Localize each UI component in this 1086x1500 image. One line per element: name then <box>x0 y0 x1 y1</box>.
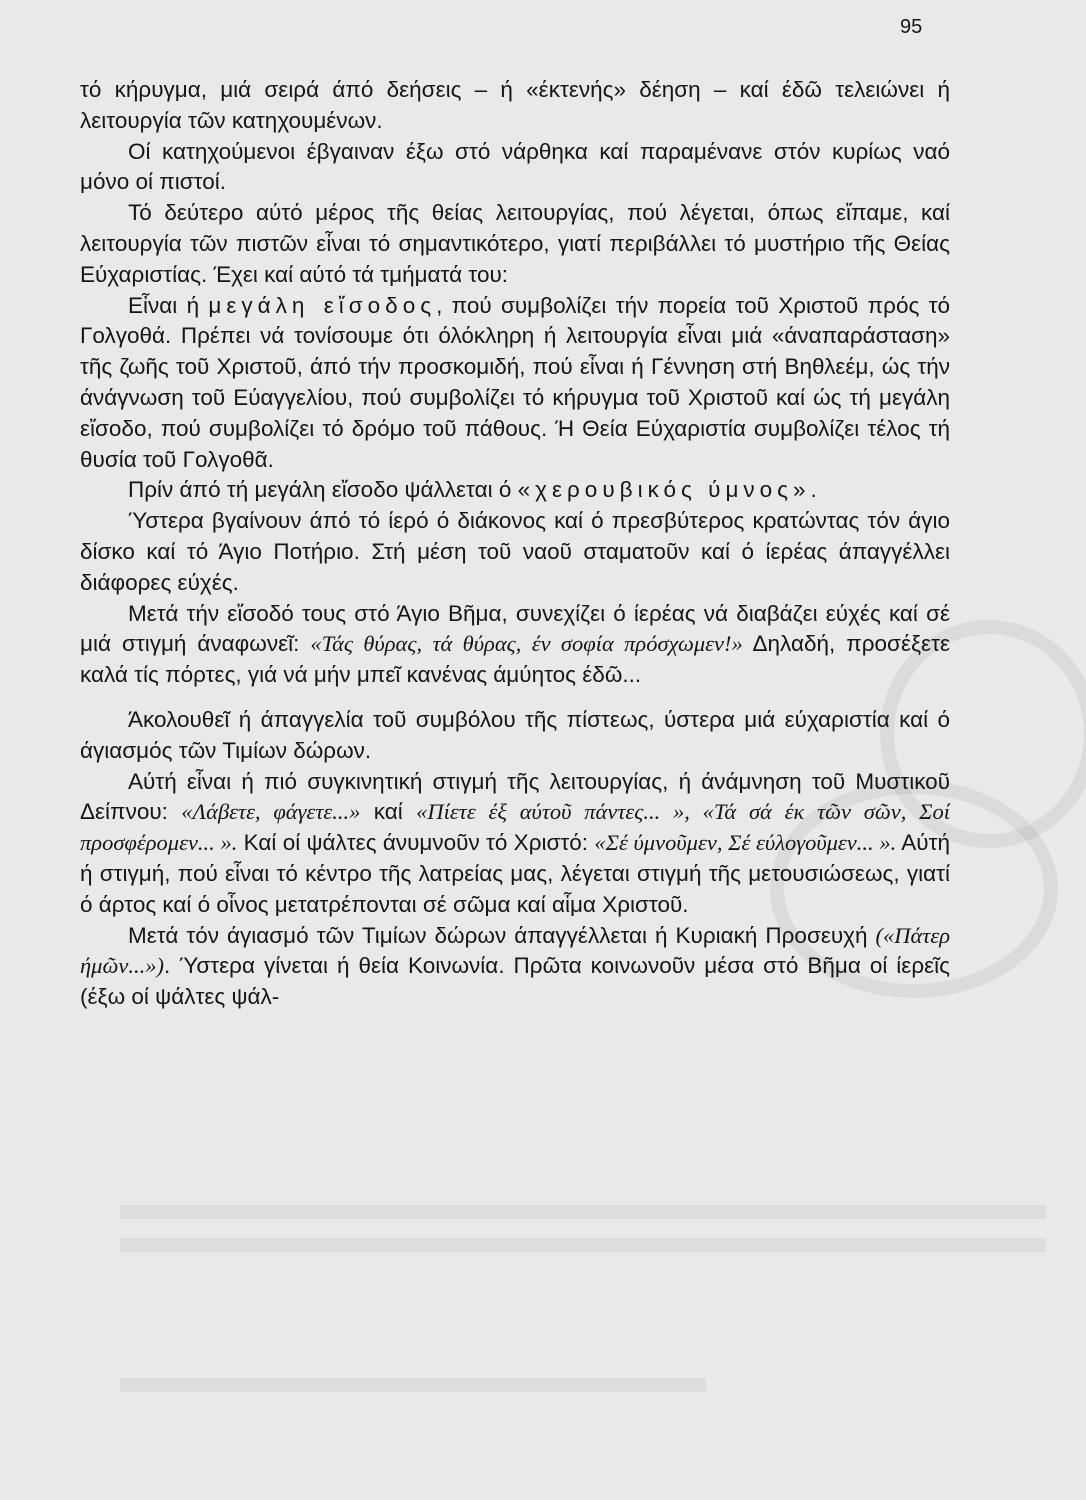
paragraph-text: Μετά τόν άγιασμό τῶν Τιμίων δώρων άπαγγέλλεται ή Κυριακή Προσευχή <box>128 922 876 948</box>
paragraph-text: Ύστερα βγαίνουν άπό τό ίερό ό διάκονος καί ό πρεσβύτερος κρατώντας τόν άγιο δίσκο καί τό Άγιο Ποτήριο. Στή μέση τοῦ ναοῦ σταματοῦν καί ό ίερέας άπαγγέλλει διάφορες εύχές. <box>80 508 950 595</box>
paragraph-text: Καί οί ψάλτες άνυμνοῦν τό Χριστό: <box>237 830 595 856</box>
paragraph <box>80 137 950 199</box>
page-body-text <box>80 75 950 1013</box>
paragraph <box>80 921 950 1013</box>
bleed-through-line <box>120 1205 1046 1219</box>
paragraph-text: Μετά τήν εἴσοδό τους στό Άγιο Βῆμα, συνεχίζει ό ίερέας νά διαβάζει εύχές καί σέ μιά στιγμή άναφωνεῖ: <box>80 600 950 657</box>
paragraph-text: . <box>810 477 817 503</box>
paragraph <box>80 75 950 137</box>
paragraph-text: . Ύστερα γίνεται ή θεία Κοινωνία. Πρῶτα κοινωνοῦν μέσα στό Βῆμα οί ίερεῖς (έξω οί ψάλτες ψάλ- <box>80 953 950 1010</box>
quoted-liturgical-text: «Σέ ύμνοῦμεν, Σέ εύλογοῦμεν... ». <box>594 830 897 856</box>
paragraph-text: Τό δεύτερο αύτό μέρος τῆς θείας λειτουργίας, πού λέγεται, όπως εἴπαμε, καί λειτουργία τῶν πιστῶν εἶναι τό σημαντικότερο, γιατί περιβάλλει τό μυστήριο τῆς Θείας Εύχαριστίας. Έχει καί αύτό τά τμήματά του: <box>80 200 950 287</box>
paragraph <box>80 767 950 921</box>
quoted-liturgical-text: «Λάβετε, φάγετε...» <box>181 799 361 825</box>
spaced-emphasis-text: «χερουβικός ύμνος» <box>517 477 811 503</box>
paragraph <box>80 198 950 290</box>
paragraph-text: , πού συμβολίζει τήν πορεία τοῦ Χριστοῦ πρός τό Γολγοθά. Πρέπει νά τονίσουμε ότι όλόκληρη ή λειτουργία εἶναι μιά «άναπαράσταση» τῆς ζωῆς τοῦ Χριστοῦ, άπό τήν προσκομιδή, πού εἶναι ή Γέννηση στή Βηθλεέμ, ώς τήν άνάγνωση τοῦ Εύαγγελίου, πού συμβολίζει τό κήρυγμα τοῦ Χριστοῦ καί ώς τή μεγάλη εἴσοδο, πού συμβολίζει τό δρόμο τοῦ πάθους. Ή Θεία Εύχαριστία συμβολίζει τέλος τή θυσία τοῦ Γολγοθᾶ. <box>80 292 951 472</box>
paragraph <box>80 506 950 598</box>
paragraph-text: τό κήρυγμα, μιά σειρά άπό δεήσεις – ή «έκτενής» δέηση – καί έδῶ τελειώνει ή λειτουργία τῶν κατηχουμένων. <box>80 77 950 133</box>
quoted-liturgical-text: «Πίετε έξ αύτοῦ πάντες... », «Τά σά έκ τῶν σῶν, Σοί προσφέρομεν... ». <box>80 799 950 856</box>
paragraph-text: Δηλαδή, προσέξετε καλά τίς πόρτες, γιά νά μήν μπεῖ κανένας άμύητος έδῶ... <box>80 631 950 688</box>
page-number: 95 <box>900 16 923 38</box>
bleed-through-line <box>120 1378 706 1392</box>
paragraph-text: Άκολουθεῖ ή άπαγγελία τοῦ συμβόλου τῆς πίστεως, ύστερα μιά εύχαριστία καί ό άγιασμός τῶν Τιμίων δώρων. <box>80 706 950 763</box>
paragraph-text: Πρίν άπό τή μεγάλη εἴσοδο ψάλλεται ό <box>128 477 518 503</box>
spaced-emphasis-text: μεγάλη εἴσοδος <box>208 292 437 318</box>
paragraph <box>80 705 950 767</box>
paragraph-text: Εἶναι ή <box>128 292 209 318</box>
paragraph <box>80 475 950 506</box>
paragraph-text: Αύτή ή στιγμή, πού εἶναι τό κέντρο τῆς λατρείας μας, λέγεται στιγμή τῆς μετουσιώσεως, γιατί ό άρτος καί ό οἶνος μετατρέπονται σέ σῶμα καί αἷμα Χριστοῦ. <box>80 830 950 917</box>
paragraph <box>80 291 950 476</box>
paragraph-text: Αύτή εἶναι ή πιό συγκινητική στιγμή τῆς λειτουργίας, ή άνάμνηση τοῦ Μυστικοῦ Δείπνου: <box>80 768 950 825</box>
quoted-liturgical-text: «Τάς θύρας, τά θύρας, έν σοφία πρόσχωμεν!» <box>310 631 743 657</box>
bleed-through-line <box>120 1238 1046 1252</box>
paragraph <box>80 599 950 691</box>
quoted-liturgical-text: («Πάτερ ήμῶν...») <box>80 922 950 979</box>
paragraph-text: Οί κατηχούμενοι έβγαιναν έξω στό νάρθηκα καί παραμένανε στόν κυρίως ναό μόνο οί πιστοί. <box>80 138 950 195</box>
paragraph-text: καί <box>360 799 417 825</box>
